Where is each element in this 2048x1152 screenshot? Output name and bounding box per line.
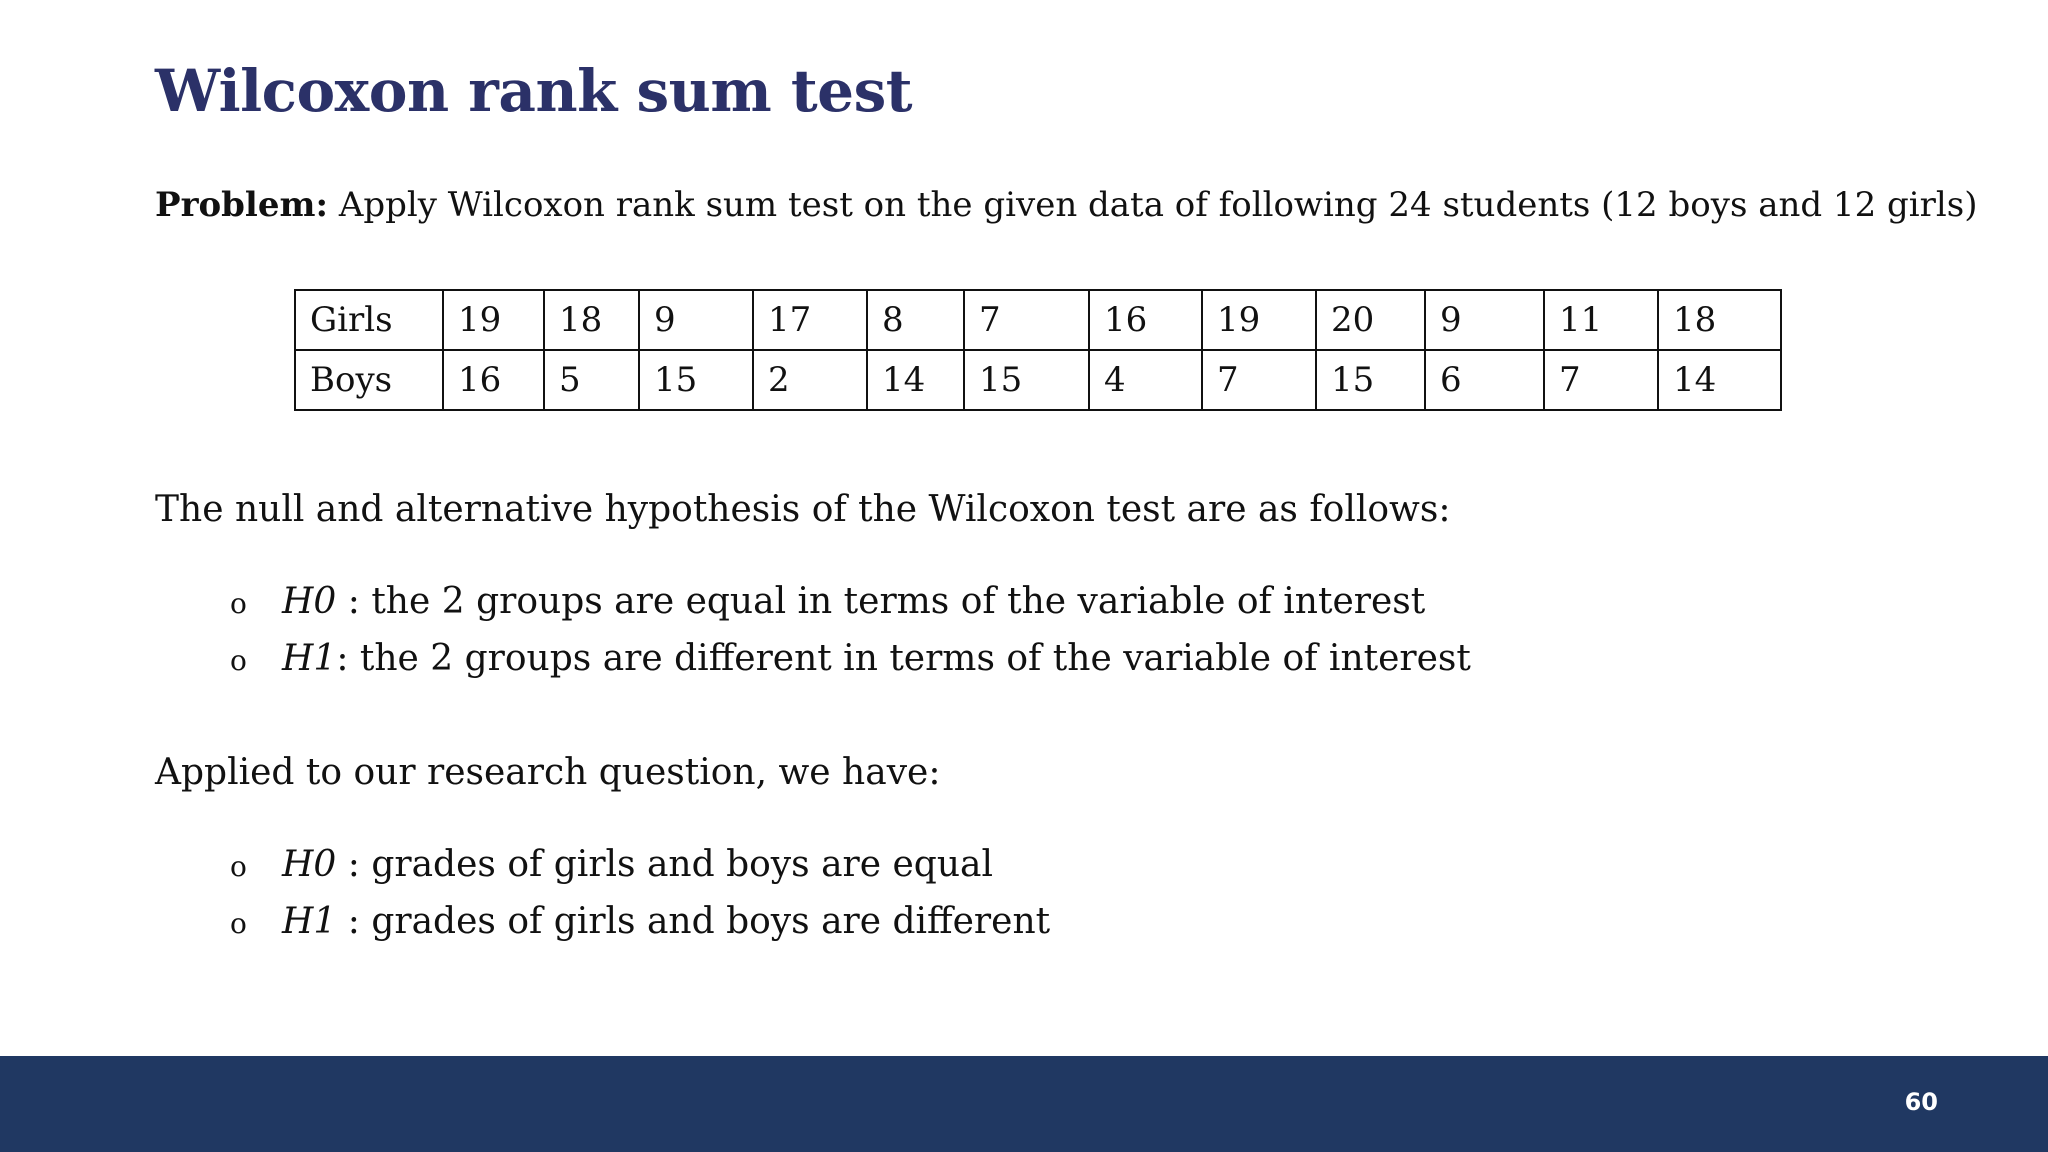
list-item bbox=[230, 638, 1471, 679]
table-cell: 16 bbox=[1089, 290, 1202, 350]
problem-statement bbox=[155, 185, 1978, 225]
footer-bar bbox=[0, 1056, 2048, 1152]
list-item bbox=[230, 581, 1426, 622]
table-cell: 15 bbox=[964, 350, 1089, 410]
table-cell: 6 bbox=[1425, 350, 1544, 410]
grades-table bbox=[294, 289, 1782, 411]
table-cell: 5 bbox=[544, 350, 639, 410]
hypothesis-symbol: H0 bbox=[282, 844, 337, 885]
table-cell: 9 bbox=[1425, 290, 1544, 350]
bullet-circle-icon: o bbox=[230, 907, 247, 940]
list-item bbox=[230, 844, 993, 885]
page-number: 60 bbox=[1904, 1088, 1938, 1116]
table-cell: 14 bbox=[867, 350, 964, 410]
table-cell: 8 bbox=[867, 290, 964, 350]
hypothesis-text: : grades of girls and boys are different bbox=[336, 901, 1051, 942]
list-item bbox=[230, 901, 1051, 942]
bullet-circle-icon: o bbox=[230, 587, 247, 620]
hypothesis-symbol: H1 bbox=[282, 638, 337, 679]
table-cell: 19 bbox=[443, 290, 544, 350]
table-cell: 7 bbox=[1544, 350, 1658, 410]
table-cell: 2 bbox=[753, 350, 867, 410]
hypothesis-symbol: H1 bbox=[282, 901, 337, 942]
applied-intro: Applied to our research question, we have: bbox=[155, 752, 941, 793]
hypothesis-symbol: H0 bbox=[282, 581, 337, 622]
problem-label: Problem: bbox=[155, 185, 329, 225]
bullet-circle-icon: o bbox=[230, 850, 247, 883]
table-cell: 18 bbox=[1658, 290, 1781, 350]
table-cell: 9 bbox=[639, 290, 753, 350]
table-cell: 7 bbox=[964, 290, 1089, 350]
table-cell: 20 bbox=[1316, 290, 1425, 350]
table-cell: 17 bbox=[753, 290, 867, 350]
slide-title: Wilcoxon rank sum test bbox=[155, 57, 913, 125]
table-cell: 14 bbox=[1658, 350, 1781, 410]
table-row-boys bbox=[295, 350, 1781, 410]
bullet-circle-icon: o bbox=[230, 644, 247, 677]
table-cell: 18 bbox=[544, 290, 639, 350]
row-label-boys: Boys bbox=[295, 350, 443, 410]
table-cell: 7 bbox=[1202, 350, 1316, 410]
table-cell: 4 bbox=[1089, 350, 1202, 410]
table-cell: 15 bbox=[639, 350, 753, 410]
problem-text: Apply Wilcoxon rank sum test on the given data of following 24 students (12 boys and 12 girls) bbox=[338, 185, 1978, 225]
hypothesis-text: : the 2 groups are equal in terms of the variable of interest bbox=[336, 581, 1426, 622]
table-cell: 19 bbox=[1202, 290, 1316, 350]
table-cell: 11 bbox=[1544, 290, 1658, 350]
hypothesis-text: : grades of girls and boys are equal bbox=[336, 844, 993, 885]
table-cell: 16 bbox=[443, 350, 544, 410]
hypothesis-text: : the 2 groups are different in terms of the variable of interest bbox=[336, 638, 1471, 679]
hypotheses-intro: The null and alternative hypothesis of the Wilcoxon test are as follows: bbox=[155, 489, 1451, 530]
row-label-girls: Girls bbox=[295, 290, 443, 350]
table-row-girls bbox=[295, 290, 1781, 350]
table-cell: 15 bbox=[1316, 350, 1425, 410]
